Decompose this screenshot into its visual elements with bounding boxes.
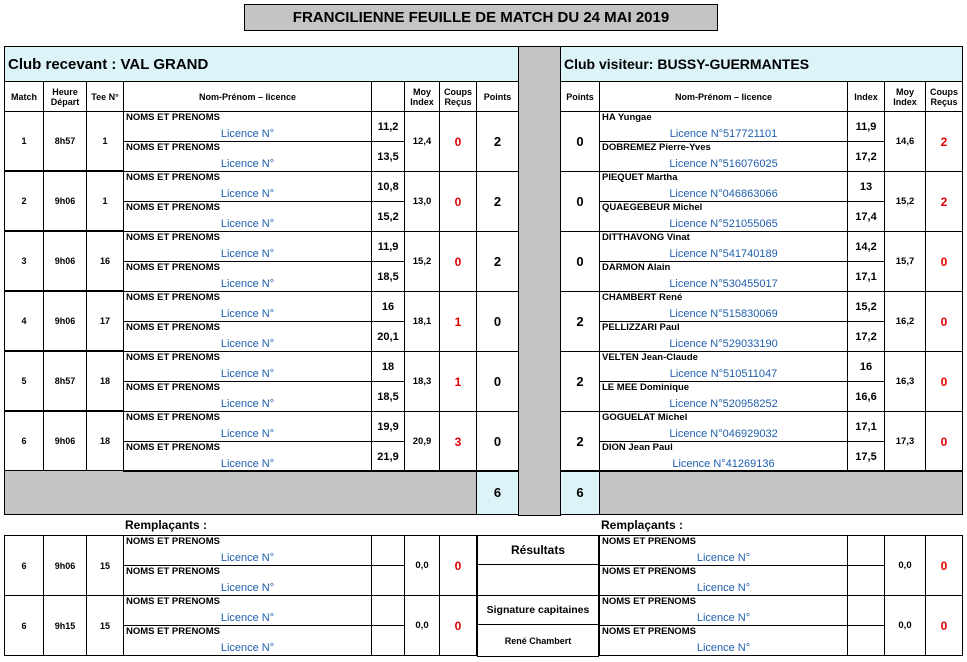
- away-player-licence: Licence N°521055065: [669, 218, 778, 230]
- home-points: 0: [476, 291, 519, 352]
- away-player-licence: Licence N°529033190: [669, 338, 778, 350]
- away-moy-index: 17,3: [884, 411, 926, 472]
- away-coups-recus: 0: [925, 231, 963, 292]
- match-number: 6: [4, 411, 44, 471]
- resultats-blank: [477, 564, 599, 596]
- away-player-name: LE MEE Dominique: [602, 382, 690, 393]
- away-player-index: 17,5: [847, 441, 885, 472]
- away-player-licence: Licence N°515830069: [669, 308, 778, 320]
- away-player-cell: [599, 141, 848, 172]
- home-player-licence: Licence N°: [220, 308, 275, 320]
- sub-home-player-cell: [123, 565, 372, 596]
- home-player-licence: Licence N°: [220, 278, 275, 290]
- away-player-licence: Licence N°046863066: [669, 188, 778, 200]
- home-player-licence: Licence N°: [220, 158, 275, 170]
- home-player-cell: [123, 141, 372, 172]
- page-title: FRANCILIENNE FEUILLE DE MATCH DU 24 MAI 2019: [244, 4, 718, 31]
- heure-depart: 9h06: [43, 411, 87, 471]
- away-player-name: PIEQUET Martha: [602, 172, 678, 183]
- home-player-cell: [123, 201, 372, 232]
- sub-away-index-blank: [847, 565, 885, 596]
- home-coups-recus: 1: [439, 291, 477, 352]
- away-points: 0: [560, 231, 600, 292]
- sub-home-player-licence: Licence N°: [220, 582, 275, 594]
- home-points: 2: [476, 171, 519, 232]
- sub-away-index-blank: [847, 625, 885, 656]
- home-coups-recus: 3: [439, 411, 477, 472]
- home-player-index: 13,5: [371, 141, 405, 172]
- sub-away-player-name: NOMS ET PRENOMS: [602, 536, 696, 547]
- tee-number: 18: [86, 351, 124, 411]
- home-points: 2: [476, 231, 519, 292]
- away-player-cell: [599, 231, 848, 262]
- home-moy-index: 13,0: [404, 171, 440, 232]
- home-player-cell: [123, 351, 372, 382]
- home-total: 6: [476, 470, 519, 515]
- middle-divider: [518, 46, 561, 516]
- sub-match-number: 6: [4, 595, 44, 656]
- sub-heure-depart: 9h15: [43, 595, 87, 656]
- home-player-cell: [123, 291, 372, 322]
- away-player-cell: [599, 171, 848, 202]
- sub-away-moy-index: 0,0: [884, 535, 926, 596]
- home-moy-index: 20,9: [404, 411, 440, 472]
- away-moy-index: 16,3: [884, 351, 926, 412]
- away-header-points: Points: [560, 81, 600, 112]
- away-player-cell: [599, 441, 848, 472]
- match-number: 3: [4, 231, 44, 291]
- sub-away-player-cell: [599, 625, 848, 656]
- resultats-cell: Résultats: [477, 535, 599, 565]
- home-header-heure-depart: Heure Départ: [43, 81, 87, 112]
- heure-depart: 9h06: [43, 171, 87, 231]
- away-moy-index: 16,2: [884, 291, 926, 352]
- away-coups-recus: 0: [925, 411, 963, 472]
- sub-away-player-licence: Licence N°: [696, 612, 751, 624]
- away-player-name: GOGUELAT Michel: [602, 412, 688, 423]
- home-player-licence: Licence N°: [220, 458, 275, 470]
- tee-number: 1: [86, 111, 124, 171]
- home-player-name: NOMS ET PRENOMS: [126, 232, 220, 243]
- signature-label: Signature capitaines: [477, 595, 599, 625]
- match-number: 2: [4, 171, 44, 231]
- away-player-name: QUAEGEBEUR Michel: [602, 202, 703, 213]
- home-moy-index: 18,3: [404, 351, 440, 412]
- heure-depart: 9h06: [43, 231, 87, 291]
- away-coups-recus: 0: [925, 291, 963, 352]
- away-player-cell: [599, 111, 848, 142]
- home-coups-recus: 0: [439, 231, 477, 292]
- heure-depart: 8h57: [43, 111, 87, 171]
- home-player-index: 10,8: [371, 171, 405, 202]
- away-player-index: 17,2: [847, 321, 885, 352]
- away-club-header: Club visiteur: BUSSY-GUERMANTES: [560, 46, 963, 82]
- totals-bar-away: [599, 470, 963, 515]
- away-player-cell: [599, 201, 848, 232]
- away-player-name: PELLIZZARI Paul: [602, 322, 680, 333]
- sub-home-index-blank: [371, 565, 405, 596]
- sub-away-coups-recus: 0: [925, 595, 963, 656]
- away-player-index: 17,4: [847, 201, 885, 232]
- away-player-name: HA Yungae: [602, 112, 652, 123]
- away-coups-recus: 2: [925, 171, 963, 232]
- away-player-licence: Licence N°530455017: [669, 278, 778, 290]
- home-player-name: NOMS ET PRENOMS: [126, 172, 220, 183]
- home-player-index: 16: [371, 291, 405, 322]
- away-player-index: 11,9: [847, 111, 885, 142]
- sub-match-number: 6: [4, 535, 44, 596]
- away-player-index: 17,2: [847, 141, 885, 172]
- sub-home-index-blank: [371, 625, 405, 656]
- away-player-cell: [599, 321, 848, 352]
- away-player-licence: Licence N°520958252: [669, 398, 778, 410]
- home-player-cell: [123, 411, 372, 442]
- away-coups-recus: 2: [925, 111, 963, 172]
- home-player-cell: [123, 321, 372, 352]
- sub-home-player-cell: [123, 535, 372, 566]
- away-points: 2: [560, 291, 600, 352]
- home-player-index: 18,5: [371, 261, 405, 292]
- away-player-name: CHAMBERT René: [602, 292, 683, 303]
- away-player-cell: [599, 411, 848, 442]
- home-player-index: 21,9: [371, 441, 405, 472]
- home-player-name: NOMS ET PRENOMS: [126, 352, 220, 363]
- away-points: 2: [560, 411, 600, 472]
- tee-number: 18: [86, 411, 124, 471]
- away-player-licence: Licence N°046929032: [669, 428, 778, 440]
- sub-heure-depart: 9h06: [43, 535, 87, 596]
- home-player-index: 11,9: [371, 231, 405, 262]
- sub-home-player-licence: Licence N°: [220, 552, 275, 564]
- heure-depart: 9h06: [43, 291, 87, 351]
- sub-away-player-cell: [599, 535, 848, 566]
- away-total: 6: [560, 470, 600, 515]
- sub-away-player-name: NOMS ET PRENOMS: [602, 566, 696, 577]
- home-player-index: 15,2: [371, 201, 405, 232]
- sub-away-player-cell: [599, 565, 848, 596]
- away-remplacants-label: Remplaçants :: [601, 518, 684, 532]
- away-player-cell: [599, 261, 848, 292]
- away-player-cell: [599, 351, 848, 382]
- away-player-name: DITTHAVONG Vinat: [602, 232, 690, 243]
- tee-number: 17: [86, 291, 124, 351]
- away-player-cell: [599, 381, 848, 412]
- sub-home-coups-recus: 0: [439, 535, 477, 596]
- match-number: 5: [4, 351, 44, 411]
- home-player-cell: [123, 171, 372, 202]
- home-player-index: 20,1: [371, 321, 405, 352]
- home-player-index: 18: [371, 351, 405, 382]
- sub-home-player-name: NOMS ET PRENOMS: [126, 536, 220, 547]
- home-player-licence: Licence N°: [220, 218, 275, 230]
- home-player-cell: [123, 111, 372, 142]
- home-player-name: NOMS ET PRENOMS: [126, 292, 220, 303]
- sub-home-moy-index: 0,0: [404, 535, 440, 596]
- away-player-name: DARMON Alain: [602, 262, 671, 273]
- home-player-name: NOMS ET PRENOMS: [126, 112, 220, 123]
- home-player-licence: Licence N°: [220, 188, 275, 200]
- away-points: 2: [560, 351, 600, 412]
- sub-tee-number: 15: [86, 535, 124, 596]
- sub-home-moy-index: 0,0: [404, 595, 440, 656]
- home-player-index: 18,5: [371, 381, 405, 412]
- away-player-licence: Licence N°510511047: [669, 368, 778, 380]
- sub-home-index-blank: [371, 535, 405, 566]
- home-header-coups-recus: Coups Reçus: [439, 81, 477, 112]
- sub-away-player-name: NOMS ET PRENOMS: [602, 596, 696, 607]
- home-points: 0: [476, 351, 519, 412]
- sub-away-index-blank: [847, 535, 885, 566]
- sub-tee-number: 15: [86, 595, 124, 656]
- home-coups-recus: 0: [439, 171, 477, 232]
- sub-away-player-licence: Licence N°: [696, 642, 751, 654]
- sub-away-player-name: NOMS ET PRENOMS: [602, 626, 696, 637]
- away-player-licence: Licence N°41269136: [672, 458, 775, 470]
- sub-home-player-cell: [123, 595, 372, 626]
- signature-name: René Chambert: [477, 624, 599, 657]
- away-player-index: 15,2: [847, 291, 885, 322]
- home-player-index: 11,2: [371, 111, 405, 142]
- away-header-nom-prenom: Nom-Prénom – licence: [599, 81, 848, 112]
- sub-home-player-licence: Licence N°: [220, 612, 275, 624]
- home-header-nom-prenom: Nom-Prénom – licence: [123, 81, 372, 112]
- home-player-name: NOMS ET PRENOMS: [126, 142, 220, 153]
- home-remplacants-label: Remplaçants :: [125, 518, 208, 532]
- away-player-index: 13: [847, 171, 885, 202]
- away-moy-index: 15,2: [884, 171, 926, 232]
- sub-away-moy-index: 0,0: [884, 595, 926, 656]
- home-header-match: Match: [4, 81, 44, 112]
- home-points: 0: [476, 411, 519, 472]
- home-header-moy-index: Moy Index: [404, 81, 440, 112]
- home-header-points: Points: [476, 81, 519, 112]
- home-player-cell: [123, 441, 372, 472]
- home-coups-recus: 1: [439, 351, 477, 412]
- sub-away-player-cell: [599, 595, 848, 626]
- away-player-name: DION Jean Paul: [602, 442, 673, 453]
- home-player-licence: Licence N°: [220, 128, 275, 140]
- away-player-cell: [599, 291, 848, 322]
- home-player-licence: Licence N°: [220, 368, 275, 380]
- away-player-licence: Licence N°517721101: [669, 128, 778, 140]
- sub-home-player-name: NOMS ET PRENOMS: [126, 596, 220, 607]
- sub-away-player-licence: Licence N°: [696, 552, 751, 564]
- home-player-cell: [123, 261, 372, 292]
- home-moy-index: 12,4: [404, 111, 440, 172]
- home-player-index: 19,9: [371, 411, 405, 442]
- home-club-header: Club recevant : VAL GRAND: [4, 46, 519, 82]
- sub-away-index-blank: [847, 595, 885, 626]
- home-player-name: NOMS ET PRENOMS: [126, 322, 220, 333]
- sub-home-coups-recus: 0: [439, 595, 477, 656]
- home-coups-recus: 0: [439, 111, 477, 172]
- sub-away-coups-recus: 0: [925, 535, 963, 596]
- away-player-index: 16: [847, 351, 885, 382]
- away-points: 0: [560, 171, 600, 232]
- home-player-cell: [123, 231, 372, 262]
- home-points: 2: [476, 111, 519, 172]
- sub-home-player-name: NOMS ET PRENOMS: [126, 626, 220, 637]
- totals-bar-home: [4, 470, 477, 515]
- home-player-licence: Licence N°: [220, 248, 275, 260]
- away-header-coups-recus: Coups Reçus: [925, 81, 963, 112]
- match-number: 4: [4, 291, 44, 351]
- home-player-name: NOMS ET PRENOMS: [126, 442, 220, 453]
- sub-home-index-blank: [371, 595, 405, 626]
- sub-home-player-name: NOMS ET PRENOMS: [126, 566, 220, 577]
- home-player-licence: Licence N°: [220, 398, 275, 410]
- home-player-cell: [123, 381, 372, 412]
- away-moy-index: 14,6: [884, 111, 926, 172]
- sub-away-player-licence: Licence N°: [696, 582, 751, 594]
- away-player-licence: Licence N°516076025: [669, 158, 778, 170]
- away-player-name: VELTEN Jean-Claude: [602, 352, 698, 363]
- away-coups-recus: 0: [925, 351, 963, 412]
- match-number: 1: [4, 111, 44, 171]
- home-player-name: NOMS ET PRENOMS: [126, 412, 220, 423]
- home-player-licence: Licence N°: [220, 338, 275, 350]
- away-player-index: 17,1: [847, 261, 885, 292]
- home-player-name: NOMS ET PRENOMS: [126, 382, 220, 393]
- away-header-moy-index: Moy Index: [884, 81, 926, 112]
- away-header-index: Index: [847, 81, 885, 112]
- home-moy-index: 18,1: [404, 291, 440, 352]
- away-player-index: 14,2: [847, 231, 885, 262]
- home-player-licence: Licence N°: [220, 428, 275, 440]
- away-points: 0: [560, 111, 600, 172]
- sub-home-player-cell: [123, 625, 372, 656]
- tee-number: 16: [86, 231, 124, 291]
- away-moy-index: 15,7: [884, 231, 926, 292]
- away-player-licence: Licence N°541740189: [669, 248, 778, 260]
- away-player-index: 16,6: [847, 381, 885, 412]
- tee-number: 1: [86, 171, 124, 231]
- heure-depart: 8h57: [43, 351, 87, 411]
- home-player-name: NOMS ET PRENOMS: [126, 262, 220, 273]
- home-player-name: NOMS ET PRENOMS: [126, 202, 220, 213]
- home-header-tee: Tee N°: [86, 81, 124, 112]
- home-moy-index: 15,2: [404, 231, 440, 292]
- away-player-name: DOBREMEZ Pierre-Yves: [602, 142, 711, 153]
- sub-home-player-licence: Licence N°: [220, 642, 275, 654]
- home-header-index-blank: [371, 81, 405, 112]
- away-player-index: 17,1: [847, 411, 885, 442]
